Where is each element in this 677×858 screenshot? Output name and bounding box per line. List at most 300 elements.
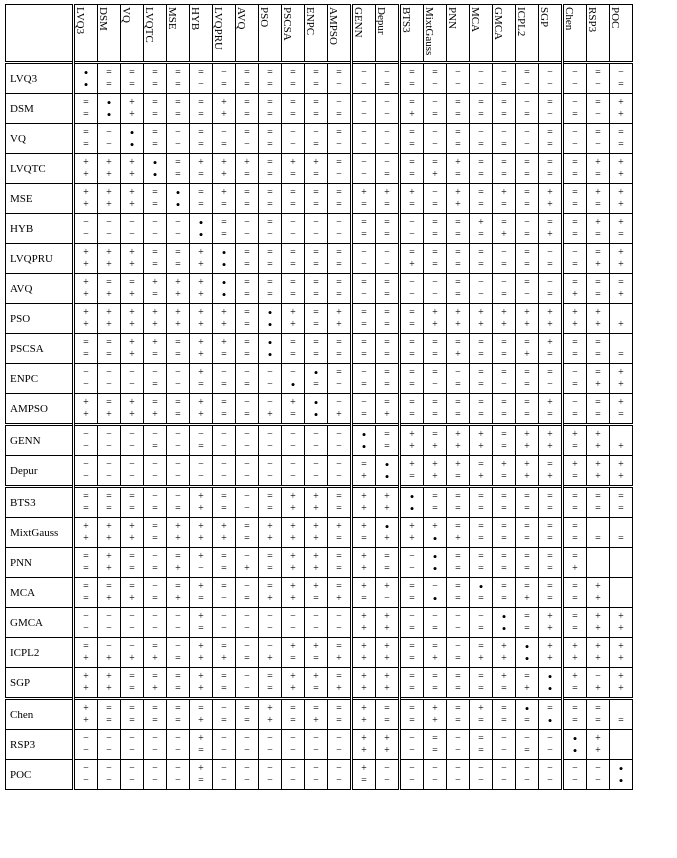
test-result-top: + bbox=[595, 156, 601, 168]
test-result-bottom: • bbox=[384, 468, 390, 484]
test-result-top: = bbox=[524, 336, 530, 348]
comparison-cell bbox=[587, 548, 610, 578]
comparison-cell bbox=[376, 730, 400, 760]
test-result-top: + bbox=[244, 156, 250, 168]
test-result-top: − bbox=[336, 458, 342, 470]
comparison-cell bbox=[282, 699, 305, 730]
test-result-bottom: = bbox=[455, 502, 461, 514]
test-result-bottom: = bbox=[244, 168, 250, 180]
test-result-bottom: + bbox=[198, 288, 204, 300]
test-result-bottom: = bbox=[501, 562, 507, 574]
test-result-bottom: − bbox=[547, 108, 553, 120]
test-result-top: = bbox=[501, 96, 507, 108]
test-result-top: + bbox=[83, 396, 89, 408]
test-result-top: = bbox=[432, 490, 438, 502]
comparison-cell bbox=[447, 304, 470, 334]
test-result-bottom: + bbox=[221, 318, 227, 330]
comparison-cell bbox=[424, 608, 447, 638]
test-result-top: + bbox=[313, 550, 319, 562]
comparison-cell bbox=[610, 244, 633, 274]
comparison-cell bbox=[236, 578, 259, 608]
test-result-top: + bbox=[432, 458, 438, 470]
column-header bbox=[400, 5, 424, 63]
test-result-top: − bbox=[290, 216, 296, 228]
test-result-top: = bbox=[501, 366, 507, 378]
test-result-top: − bbox=[432, 186, 438, 198]
test-result-bottom: + bbox=[336, 408, 342, 420]
test-result-top: + bbox=[547, 306, 553, 318]
test-result-top: + bbox=[290, 396, 296, 408]
comparison-cell bbox=[190, 548, 213, 578]
comparison-cell bbox=[400, 364, 424, 394]
test-result-bottom: = bbox=[175, 714, 181, 726]
test-result-bottom: = bbox=[244, 652, 250, 664]
test-result-bottom: − bbox=[336, 622, 342, 634]
test-result-top: = bbox=[129, 580, 135, 592]
test-result-bottom: + bbox=[384, 682, 390, 694]
test-result-top: − bbox=[221, 610, 227, 622]
test-result-top: = bbox=[175, 550, 181, 562]
test-result-bottom: + bbox=[336, 592, 342, 604]
test-result-top: = bbox=[361, 216, 367, 228]
test-result-bottom: + bbox=[106, 682, 112, 694]
test-result-top: − bbox=[152, 458, 158, 470]
test-result-top: = bbox=[129, 670, 135, 682]
column-header-label: PSO bbox=[258, 7, 270, 28]
test-result-top: = bbox=[384, 366, 390, 378]
test-result-bottom: + bbox=[129, 318, 135, 330]
table-row bbox=[6, 94, 633, 124]
comparison-cell bbox=[213, 760, 236, 790]
test-result-bottom bbox=[610, 563, 632, 575]
test-result-bottom: + bbox=[175, 592, 181, 604]
test-result-bottom: + bbox=[361, 470, 367, 482]
test-result-top: + bbox=[83, 670, 89, 682]
comparison-cell bbox=[516, 154, 539, 184]
test-result-bottom: − bbox=[432, 378, 438, 390]
comparison-cell bbox=[305, 63, 328, 94]
test-result-bottom: + bbox=[384, 502, 390, 514]
test-result-top: = bbox=[409, 336, 415, 348]
test-result-top: = bbox=[547, 458, 553, 470]
test-result-top: + bbox=[595, 428, 601, 440]
test-result-top: − bbox=[83, 428, 89, 440]
comparison-cell bbox=[74, 668, 98, 699]
comparison-cell bbox=[259, 487, 282, 518]
test-result-top: − bbox=[152, 580, 158, 592]
comparison-cell bbox=[424, 730, 447, 760]
row-header-label: GMCA bbox=[6, 608, 74, 638]
test-result-top: = bbox=[501, 396, 507, 408]
comparison-cell bbox=[98, 668, 121, 699]
comparison-cell bbox=[587, 184, 610, 214]
test-result-top: − bbox=[175, 126, 181, 138]
comparison-cell bbox=[563, 578, 587, 608]
test-result-top: + bbox=[618, 396, 624, 408]
comparison-cell bbox=[400, 63, 424, 94]
test-result-top: = bbox=[409, 306, 415, 318]
column-header bbox=[539, 5, 563, 63]
test-result-top: − bbox=[361, 156, 367, 168]
test-result-bottom: + bbox=[524, 592, 530, 604]
test-result-bottom: − bbox=[409, 774, 415, 786]
comparison-cell bbox=[493, 730, 516, 760]
test-result-bottom: − bbox=[83, 470, 89, 482]
test-result-top: + bbox=[313, 156, 319, 168]
test-result-top: = bbox=[221, 670, 227, 682]
comparison-cell bbox=[236, 184, 259, 214]
comparison-cell bbox=[259, 456, 282, 487]
comparison-cell bbox=[282, 456, 305, 487]
comparison-cell bbox=[493, 214, 516, 244]
test-result-bottom: + bbox=[83, 198, 89, 210]
test-result-bottom: = bbox=[152, 348, 158, 360]
comparison-cell bbox=[167, 425, 190, 456]
comparison-cell bbox=[400, 608, 424, 638]
test-result-top: = bbox=[409, 246, 415, 258]
test-result-top: = bbox=[313, 336, 319, 348]
comparison-cell bbox=[328, 124, 352, 154]
test-result-top: − bbox=[524, 732, 530, 744]
test-result-bottom: − bbox=[455, 744, 461, 756]
test-result-bottom: − bbox=[198, 78, 204, 90]
test-result-top: − bbox=[221, 366, 227, 378]
test-result-top: + bbox=[152, 276, 158, 288]
test-result-bottom: = bbox=[501, 470, 507, 482]
column-header-label: BTS3 bbox=[400, 7, 412, 33]
test-result-top: = bbox=[478, 490, 484, 502]
test-result-top: − bbox=[313, 762, 319, 774]
comparison-cell bbox=[190, 184, 213, 214]
comparison-cell bbox=[563, 425, 587, 456]
comparison-cell bbox=[539, 608, 563, 638]
test-result-top: = bbox=[572, 550, 578, 562]
test-result-top: − bbox=[106, 366, 112, 378]
test-result-bottom: = bbox=[361, 408, 367, 420]
test-result-top: = bbox=[152, 670, 158, 682]
test-result-bottom: = bbox=[83, 138, 89, 150]
test-result-bottom: + bbox=[384, 744, 390, 756]
comparison-cell bbox=[516, 638, 539, 668]
comparison-cell bbox=[167, 274, 190, 304]
test-result-top: − bbox=[175, 428, 181, 440]
comparison-cell bbox=[259, 668, 282, 699]
test-result-top: − bbox=[244, 490, 250, 502]
test-result-bottom: + bbox=[432, 652, 438, 664]
test-result-bottom: − bbox=[455, 622, 461, 634]
test-result-bottom: = bbox=[198, 440, 204, 452]
test-result-top: = bbox=[409, 670, 415, 682]
test-result-top: + bbox=[455, 156, 461, 168]
comparison-cell bbox=[121, 244, 144, 274]
test-result-bottom: + bbox=[290, 562, 296, 574]
test-result-bottom: + bbox=[129, 532, 135, 544]
comparison-cell bbox=[328, 730, 352, 760]
row-header-label: LVQPRU bbox=[6, 244, 74, 274]
test-result-bottom: + bbox=[152, 682, 158, 694]
test-result-top: − bbox=[175, 490, 181, 502]
test-result-top: + bbox=[361, 762, 367, 774]
row-header-label: Depur bbox=[6, 456, 74, 487]
test-result-top: = bbox=[83, 336, 89, 348]
test-result-bottom: = bbox=[524, 228, 530, 240]
test-result-bottom: = bbox=[572, 378, 578, 390]
test-result-bottom: = bbox=[267, 108, 273, 120]
test-result-bottom: + bbox=[198, 532, 204, 544]
test-result-bottom: − bbox=[129, 440, 135, 452]
comparison-cell bbox=[236, 456, 259, 487]
comparison-cell bbox=[305, 214, 328, 244]
test-result-top: − bbox=[547, 66, 553, 78]
row-header-label: VQ bbox=[6, 124, 74, 154]
comparison-cell bbox=[167, 124, 190, 154]
test-result-top: − bbox=[152, 428, 158, 440]
comparison-cell bbox=[424, 334, 447, 364]
test-result-bottom: − bbox=[572, 138, 578, 150]
test-result-bottom: = bbox=[198, 622, 204, 634]
test-result-bottom: − bbox=[336, 470, 342, 482]
test-result-bottom: + bbox=[336, 682, 342, 694]
test-result-bottom: = bbox=[409, 652, 415, 664]
test-result-top: − bbox=[290, 428, 296, 440]
test-result-top: = bbox=[595, 246, 601, 258]
test-result-top: = bbox=[409, 640, 415, 652]
test-result-top: = bbox=[290, 336, 296, 348]
test-result-bottom: = bbox=[572, 228, 578, 240]
test-result-top: = bbox=[409, 156, 415, 168]
comparison-cell bbox=[236, 94, 259, 124]
comparison-cell bbox=[516, 699, 539, 730]
test-result-bottom: + bbox=[267, 592, 273, 604]
test-result-bottom: = bbox=[384, 714, 390, 726]
test-result-bottom: = bbox=[198, 378, 204, 390]
test-result-bottom: = bbox=[618, 408, 624, 420]
comparison-cell bbox=[74, 124, 98, 154]
comparison-cell bbox=[328, 394, 352, 425]
test-result-bottom: = bbox=[547, 592, 553, 604]
comparison-cell bbox=[516, 578, 539, 608]
test-result-bottom: − bbox=[336, 138, 342, 150]
test-result-bottom: − bbox=[152, 774, 158, 786]
test-result-bottom: = bbox=[478, 198, 484, 210]
test-result-bottom: + bbox=[384, 532, 390, 544]
test-result-top: = bbox=[152, 702, 158, 714]
comparison-cell bbox=[447, 608, 470, 638]
test-result-top: + bbox=[501, 640, 507, 652]
test-result-bottom: − bbox=[524, 78, 530, 90]
comparison-cell bbox=[376, 274, 400, 304]
test-result-bottom: + bbox=[524, 348, 530, 360]
test-result-top: + bbox=[313, 670, 319, 682]
test-result-top: + bbox=[572, 306, 578, 318]
comparison-cell bbox=[236, 304, 259, 334]
test-result-top bbox=[610, 337, 632, 349]
comparison-cell bbox=[376, 94, 400, 124]
test-result-bottom: = bbox=[455, 228, 461, 240]
test-result-top: − bbox=[175, 216, 181, 228]
test-result-top: = bbox=[175, 246, 181, 258]
test-result-top: − bbox=[409, 610, 415, 622]
comparison-cell bbox=[610, 730, 633, 760]
test-result-top: + bbox=[572, 670, 578, 682]
test-result-bottom: = bbox=[432, 198, 438, 210]
comparison-cell bbox=[282, 487, 305, 518]
test-result-bottom: − bbox=[244, 622, 250, 634]
test-result-bottom: + bbox=[618, 288, 624, 300]
test-result-bottom: + bbox=[572, 288, 578, 300]
test-result-bottom: + bbox=[106, 562, 112, 574]
test-result-bottom: • bbox=[129, 136, 135, 152]
comparison-cell bbox=[400, 456, 424, 487]
comparison-cell bbox=[282, 608, 305, 638]
test-result-bottom: + bbox=[106, 318, 112, 330]
column-header bbox=[516, 5, 539, 63]
test-result-bottom: = bbox=[478, 378, 484, 390]
test-result-top: − bbox=[455, 640, 461, 652]
comparison-cell bbox=[282, 124, 305, 154]
test-result-top: + bbox=[361, 702, 367, 714]
test-result-bottom: + bbox=[198, 408, 204, 420]
test-result-top: − bbox=[618, 66, 624, 78]
comparison-cell bbox=[190, 304, 213, 334]
test-result-bottom: = bbox=[267, 78, 273, 90]
comparison-cell bbox=[144, 154, 167, 184]
test-result-top: • bbox=[267, 334, 273, 350]
test-result-bottom: − bbox=[313, 228, 319, 240]
test-result-bottom: + bbox=[547, 198, 553, 210]
test-result-bottom: = bbox=[175, 348, 181, 360]
test-result-bottom: + bbox=[572, 318, 578, 330]
test-result-top: − bbox=[524, 762, 530, 774]
test-result-bottom: − bbox=[175, 138, 181, 150]
test-result-bottom: = bbox=[129, 714, 135, 726]
test-result-bottom: = bbox=[384, 228, 390, 240]
test-result-top: + bbox=[83, 520, 89, 532]
test-result-bottom: − bbox=[384, 108, 390, 120]
test-result-bottom: + bbox=[290, 592, 296, 604]
test-result-top: + bbox=[478, 428, 484, 440]
comparison-cell bbox=[424, 425, 447, 456]
test-result-bottom: = bbox=[524, 714, 530, 726]
test-result-top: − bbox=[478, 610, 484, 622]
test-result-top: = bbox=[313, 96, 319, 108]
comparison-cell bbox=[563, 668, 587, 699]
column-header-label: MCA bbox=[469, 7, 481, 33]
comparison-cell bbox=[470, 578, 493, 608]
test-result-bottom: = bbox=[572, 348, 578, 360]
test-result-bottom: − bbox=[455, 78, 461, 90]
row-header-label: MCA bbox=[6, 578, 74, 608]
comparison-cell bbox=[213, 244, 236, 274]
test-result-bottom: + bbox=[290, 502, 296, 514]
test-result-top: = bbox=[384, 306, 390, 318]
comparison-cell bbox=[74, 456, 98, 487]
test-result-bottom: + bbox=[129, 652, 135, 664]
comparison-cell bbox=[470, 638, 493, 668]
test-result-bottom: − bbox=[384, 258, 390, 270]
test-result-bottom: = bbox=[455, 258, 461, 270]
test-result-bottom: − bbox=[267, 378, 273, 390]
test-result-bottom: − bbox=[595, 78, 601, 90]
comparison-cell bbox=[424, 548, 447, 578]
comparison-cell bbox=[213, 699, 236, 730]
test-result-bottom: = bbox=[501, 288, 507, 300]
test-result-top: = bbox=[267, 216, 273, 228]
comparison-cell bbox=[236, 668, 259, 699]
comparison-cell bbox=[167, 760, 190, 790]
test-result-top: • bbox=[524, 700, 530, 716]
comparison-cell bbox=[400, 668, 424, 699]
test-result-bottom: + bbox=[478, 440, 484, 452]
test-result-top: − bbox=[432, 580, 438, 592]
test-result-top: + bbox=[595, 306, 601, 318]
comparison-cell bbox=[167, 394, 190, 425]
test-result-top: − bbox=[129, 732, 135, 744]
test-result-bottom: − bbox=[175, 228, 181, 240]
test-result-bottom: = bbox=[221, 138, 227, 150]
test-result-top: − bbox=[336, 396, 342, 408]
test-result-top: = bbox=[221, 550, 227, 562]
test-result-top: = bbox=[595, 702, 601, 714]
test-result-bottom: + bbox=[524, 470, 530, 482]
test-result-bottom: = bbox=[198, 774, 204, 786]
table-row bbox=[6, 425, 633, 456]
test-result-bottom: = bbox=[152, 288, 158, 300]
test-result-bottom: = bbox=[106, 78, 112, 90]
test-result-bottom: + bbox=[175, 318, 181, 330]
test-result-bottom: + bbox=[618, 198, 624, 210]
test-result-bottom: = bbox=[336, 714, 342, 726]
test-result-top: = bbox=[361, 306, 367, 318]
test-result-bottom: = bbox=[595, 168, 601, 180]
test-result-top: = bbox=[572, 276, 578, 288]
test-result-top: = bbox=[336, 490, 342, 502]
comparison-cell bbox=[213, 274, 236, 304]
test-result-bottom: − bbox=[361, 78, 367, 90]
test-result-bottom: + bbox=[595, 652, 601, 664]
comparison-cell bbox=[121, 334, 144, 364]
comparison-cell bbox=[259, 244, 282, 274]
column-header-label: PNN bbox=[446, 7, 458, 30]
comparison-cell bbox=[328, 699, 352, 730]
test-result-top: − bbox=[83, 458, 89, 470]
test-result-top: = bbox=[455, 96, 461, 108]
comparison-cell bbox=[74, 334, 98, 364]
test-result-top: + bbox=[361, 490, 367, 502]
comparison-cell bbox=[190, 364, 213, 394]
test-result-bottom: − bbox=[106, 228, 112, 240]
comparison-cell bbox=[470, 760, 493, 790]
comparison-cell bbox=[516, 760, 539, 790]
test-result-bottom: = bbox=[361, 592, 367, 604]
test-result-bottom: − bbox=[244, 138, 250, 150]
comparison-cell bbox=[328, 184, 352, 214]
comparison-cell bbox=[610, 699, 633, 730]
test-result-top: = bbox=[432, 156, 438, 168]
row-header-label: LVQ3 bbox=[6, 63, 74, 94]
comparison-cell bbox=[539, 548, 563, 578]
test-result-bottom: = bbox=[524, 562, 530, 574]
comparison-cell bbox=[305, 730, 328, 760]
test-result-top: = bbox=[175, 396, 181, 408]
test-result-top: − bbox=[384, 96, 390, 108]
comparison-cell bbox=[539, 518, 563, 548]
test-result-top: = bbox=[244, 66, 250, 78]
table-row bbox=[6, 608, 633, 638]
comparison-cell bbox=[587, 394, 610, 425]
test-result-bottom: + bbox=[152, 318, 158, 330]
test-result-top: = bbox=[267, 186, 273, 198]
